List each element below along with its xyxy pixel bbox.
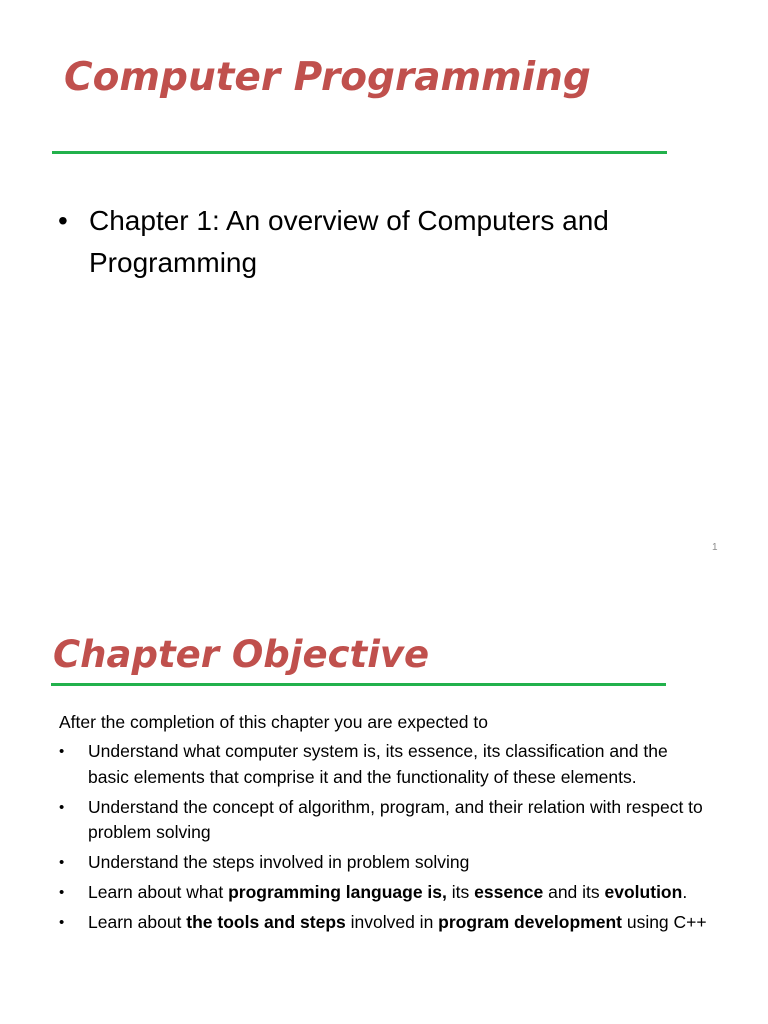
objective-segment: Understand the steps involved in problem solving — [88, 852, 470, 872]
bullet-icon: • — [59, 914, 65, 931]
objective-text — [88, 739, 709, 790]
objective-item — [59, 795, 709, 846]
slide-2 — [0, 600, 768, 1024]
objective-segment: its — [446, 882, 475, 902]
bullet-icon: • — [59, 884, 65, 901]
objective-emphasis: programming language is, — [228, 882, 447, 902]
objective-segment: Understand what computer system is, its essence, its classification and the basic elements that comprise it and the functionality of these elements. — [88, 741, 668, 787]
objectives-intro: After the completion of this chapter you are expected to — [59, 712, 488, 732]
objective-emphasis: evolution — [604, 882, 683, 902]
objective-segment: using C++ — [621, 912, 707, 932]
objective-emphasis: the tools and steps — [186, 912, 346, 932]
title-underline — [51, 683, 666, 686]
bullet-icon: • — [59, 743, 65, 760]
objective-item — [59, 739, 709, 790]
objective-text — [88, 795, 709, 846]
objective-text — [88, 850, 709, 876]
objective-segment: involved in — [345, 912, 439, 932]
bullet-icon: • — [59, 854, 65, 871]
objective-segment: Learn about what — [88, 882, 229, 902]
objective-text — [88, 880, 709, 906]
bullet-icon: • — [58, 205, 68, 236]
objective-text — [88, 910, 709, 936]
objective-segment: and its — [543, 882, 605, 902]
chapter-bullet — [58, 200, 698, 284]
objective-emphasis: program development — [438, 912, 622, 932]
objective-item — [59, 910, 709, 936]
objective-segment: Learn about — [88, 912, 187, 932]
page-number: 1 — [712, 542, 718, 553]
chapter-bullet-text: Chapter 1: An overview of Computers and Programming — [89, 205, 609, 278]
objective-item — [59, 880, 709, 906]
objectives-list — [59, 739, 709, 940]
bullet-icon: • — [59, 798, 65, 816]
objective-item — [59, 850, 709, 876]
slide-title: Chapter Objective — [53, 633, 430, 676]
slide-title: Computer Programming — [64, 55, 591, 100]
objective-segment: Understand the concept of algorithm, program, and their relation with respect to problem solving — [88, 796, 703, 842]
objective-emphasis: essence — [474, 882, 544, 902]
title-underline — [52, 151, 667, 154]
objective-segment: . — [682, 882, 688, 902]
